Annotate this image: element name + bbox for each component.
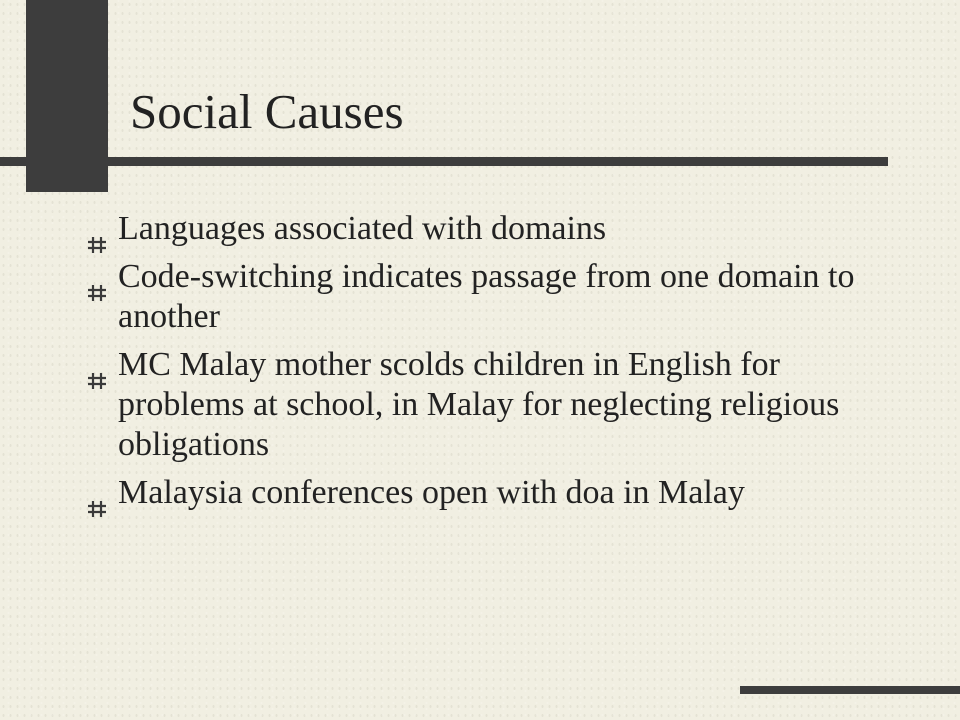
bottom-accent-rule — [740, 686, 960, 694]
bullet-text: Code-switching indicates passage from one domain to another — [118, 258, 855, 335]
bullet-list — [88, 209, 888, 521]
bullet-item — [88, 473, 888, 513]
slide-title: Social Causes — [130, 84, 404, 139]
bullet-item — [88, 209, 888, 249]
bullet-item — [88, 345, 888, 465]
hash-bullet-icon — [88, 223, 106, 239]
bullet-text: MC Malay mother scolds children in English for problems at school, in Malay for neglecting religious obligations — [118, 346, 840, 463]
bullet-item — [88, 257, 888, 337]
hash-bullet-icon — [88, 271, 106, 287]
bullet-text: Malaysia conferences open with doa in Malay — [118, 474, 745, 511]
title-divider-rule — [0, 157, 888, 166]
hash-bullet-icon — [88, 487, 106, 503]
hash-bullet-icon — [88, 359, 106, 375]
bullet-text: Languages associated with domains — [118, 210, 607, 247]
